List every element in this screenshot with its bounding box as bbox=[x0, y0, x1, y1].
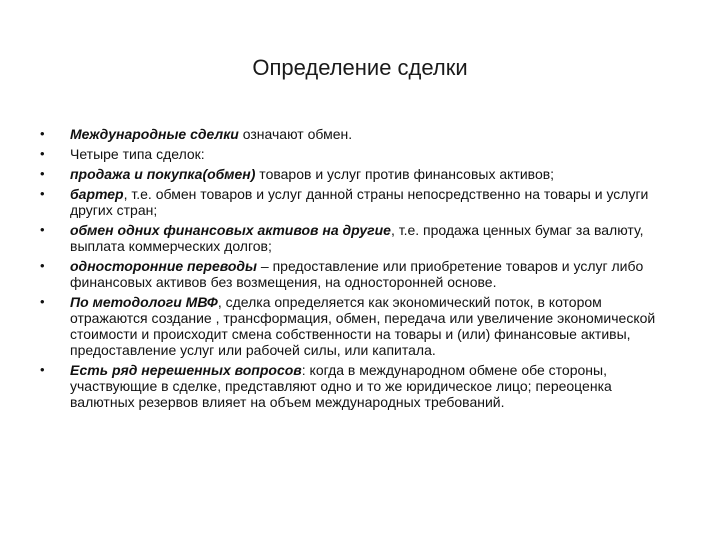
bullet-item bbox=[40, 294, 680, 358]
bullet-list bbox=[40, 126, 680, 414]
bullet-text: – предоставление или приобретение товаров и услуг либо финансовых активов без возмещения, на односторонней основе. bbox=[70, 258, 644, 290]
bullet-text: товаров и услуг против финансовых активов; bbox=[255, 166, 555, 182]
slide-title: Определение сделки bbox=[252, 55, 468, 80]
bullet-emphasis: Международные сделки bbox=[70, 126, 239, 142]
bullet-emphasis: односторонние переводы bbox=[70, 258, 258, 274]
bullet-text: означают обмен. bbox=[238, 126, 353, 142]
bullet-icon: • bbox=[40, 222, 45, 237]
bullet-emphasis: По методологи МВФ bbox=[70, 294, 218, 310]
bullet-icon: • bbox=[40, 258, 45, 273]
bullet-text: , т.е. обмен товаров и услуг данной страны непосредственно на товары и услуги других стран; bbox=[70, 186, 649, 218]
bullet-text: : когда в международном обмене обе стороны, участвующие в сделке, представляют одно и то же юридическое лицо; переоценка валютных резервов влияет на объем международных требований. bbox=[70, 362, 612, 410]
bullet-text: , сделка определяется как экономический поток, в котором отражаются создание , трансформация, обмен, передача или увеличение экономической стоимости и происходит смена собственности на товары и (или) финансовые активы, предоставление услуг или рабочей силы, или капитала. bbox=[70, 294, 656, 358]
bullet-emphasis: Есть ряд нерешенных вопросов bbox=[70, 362, 302, 378]
bullet-icon: • bbox=[40, 362, 45, 377]
bullet-emphasis: бартер bbox=[70, 186, 124, 202]
bullet-icon: • bbox=[40, 186, 45, 201]
bullet-emphasis: продажа и покупка(обмен) bbox=[70, 166, 256, 182]
bullet-icon: • bbox=[40, 294, 45, 309]
bullet-item bbox=[40, 166, 680, 182]
bullet-item bbox=[40, 186, 680, 218]
bullet-item bbox=[40, 126, 680, 142]
bullet-icon: • bbox=[40, 126, 45, 141]
bullet-emphasis: обмен одних финансовых активов на другие bbox=[70, 222, 391, 238]
bullet-icon: • bbox=[40, 146, 45, 161]
bullet-item bbox=[40, 362, 680, 410]
bullet-text: , т.е. продажа ценных бумаг за валюту, выплата коммерческих долгов; bbox=[70, 222, 644, 254]
bullet-item bbox=[40, 146, 680, 162]
bullet-text: Четыре типа сделок: bbox=[70, 146, 205, 162]
bullet-item bbox=[40, 258, 680, 290]
bullet-icon: • bbox=[40, 166, 45, 181]
bullet-item bbox=[40, 222, 680, 254]
